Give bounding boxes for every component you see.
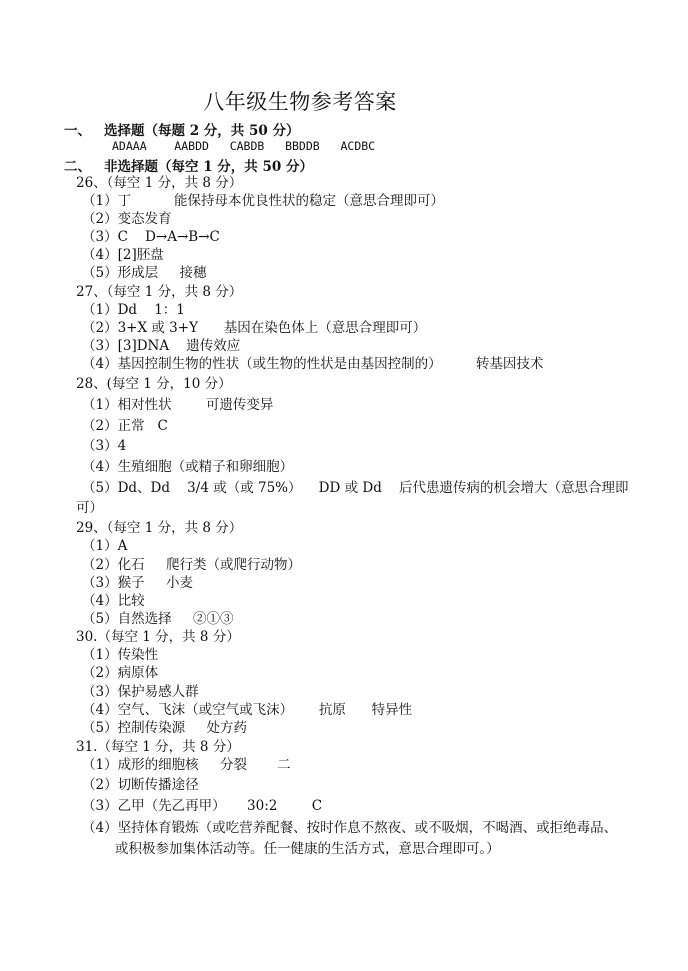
answer-line: （3）保护易感人群 (82, 684, 199, 700)
question-header: 26、（每空 1 分，共 8 分） (76, 175, 243, 191)
answer-line: （4）坚持体育锻炼（或吃营养配餐、按时作息不熬夜、或不吸烟，不喝酒、或拒绝毒品、 (82, 820, 618, 836)
answer-line: （1）传染性 (82, 647, 159, 663)
answer-line-continuation: 或积极参加集体活动等。任一健康的生活方式，意思合理即可。） (115, 841, 500, 857)
answer-line: （2）切断传播途径 (82, 777, 199, 793)
answer-line: （2）正常 C (82, 418, 168, 434)
section-choice (64, 119, 299, 139)
answer-line: （2）化石 爬行类（或爬行动物） (82, 557, 302, 573)
answer-line: （5）形成层 接穗 (82, 265, 207, 281)
question-header: 27、（每空 1 分，共 8 分） (76, 284, 243, 300)
document-title: 八年级生物参考答案 (203, 90, 397, 114)
answer-line: （4）生殖细胞（或精子和卵细胞） (82, 459, 294, 475)
question-header: 28、(每空 1 分，10 分） (76, 376, 232, 392)
answer-line: （4）空气、飞沫（或空气或飞沫） 抗原 特异性 (82, 702, 413, 718)
answer-line: （2）病原体 (82, 665, 159, 681)
answer-line: （2）变态发育 (82, 211, 172, 227)
answer-line: （4）比较 (82, 593, 145, 609)
answer-line: （2）3+X 或 3+Y 基因在染色体上（意思合理即可） (82, 320, 427, 336)
answer-line: （1）丁 能保持母本优良性状的稳定（意思合理即可） (82, 193, 445, 209)
answer-line: （1）A (82, 538, 128, 554)
answer-line: （3）乙甲（先乙再甲） 30:2 C (82, 798, 323, 814)
answer-line: （5）Dd、Dd 3/4 或（或 75%） DD 或 Dd 后代患遗传病的机会增大（意思合理即 (82, 480, 629, 496)
section-label: 非选择题（每空 1 分，共 50 分） (104, 159, 313, 175)
answer-line: （3）[3]DNA 遗传效应 (82, 338, 241, 354)
question-header: 30.（每空 1 分，共 8 分） (76, 629, 240, 645)
answer-line: （4）基因控制生物的性状（或生物的性状是由基因控制的） 转基因技术 (82, 356, 544, 372)
question-header: 31.（每空 1 分，共 8 分） (76, 739, 240, 755)
section-label: 选择题（每题 2 分，共 50 分） (104, 123, 300, 139)
answer-line: （5）自然选择 ②①③ (82, 611, 234, 627)
answer-line: （3）猴子 小麦 (82, 575, 194, 591)
answer-line: （1）成形的细胞核 分裂 二 (82, 757, 291, 773)
answer-line: （1）Dd 1：1 (82, 302, 185, 318)
answer-line: （1）相对性状 可遗传变异 (82, 397, 274, 413)
question-header: 29、（每空 1 分，共 8 分） (76, 520, 243, 536)
section-number: 一、 (64, 123, 91, 139)
section-number: 二、 (64, 159, 91, 175)
answer-line-continuation: 可） (76, 500, 103, 516)
answer-line: （4）[2]胚盘 (82, 247, 164, 263)
choice-answers: ADAAA AABDD CABDB BBDDB ACDBC (112, 139, 376, 153)
section-nonchoice (64, 155, 313, 175)
answer-line: （5）控制传染源 处方药 (82, 720, 248, 736)
answer-line: （3）C D→A→B→C (82, 229, 220, 245)
answer-line: （3）4 (82, 438, 127, 454)
